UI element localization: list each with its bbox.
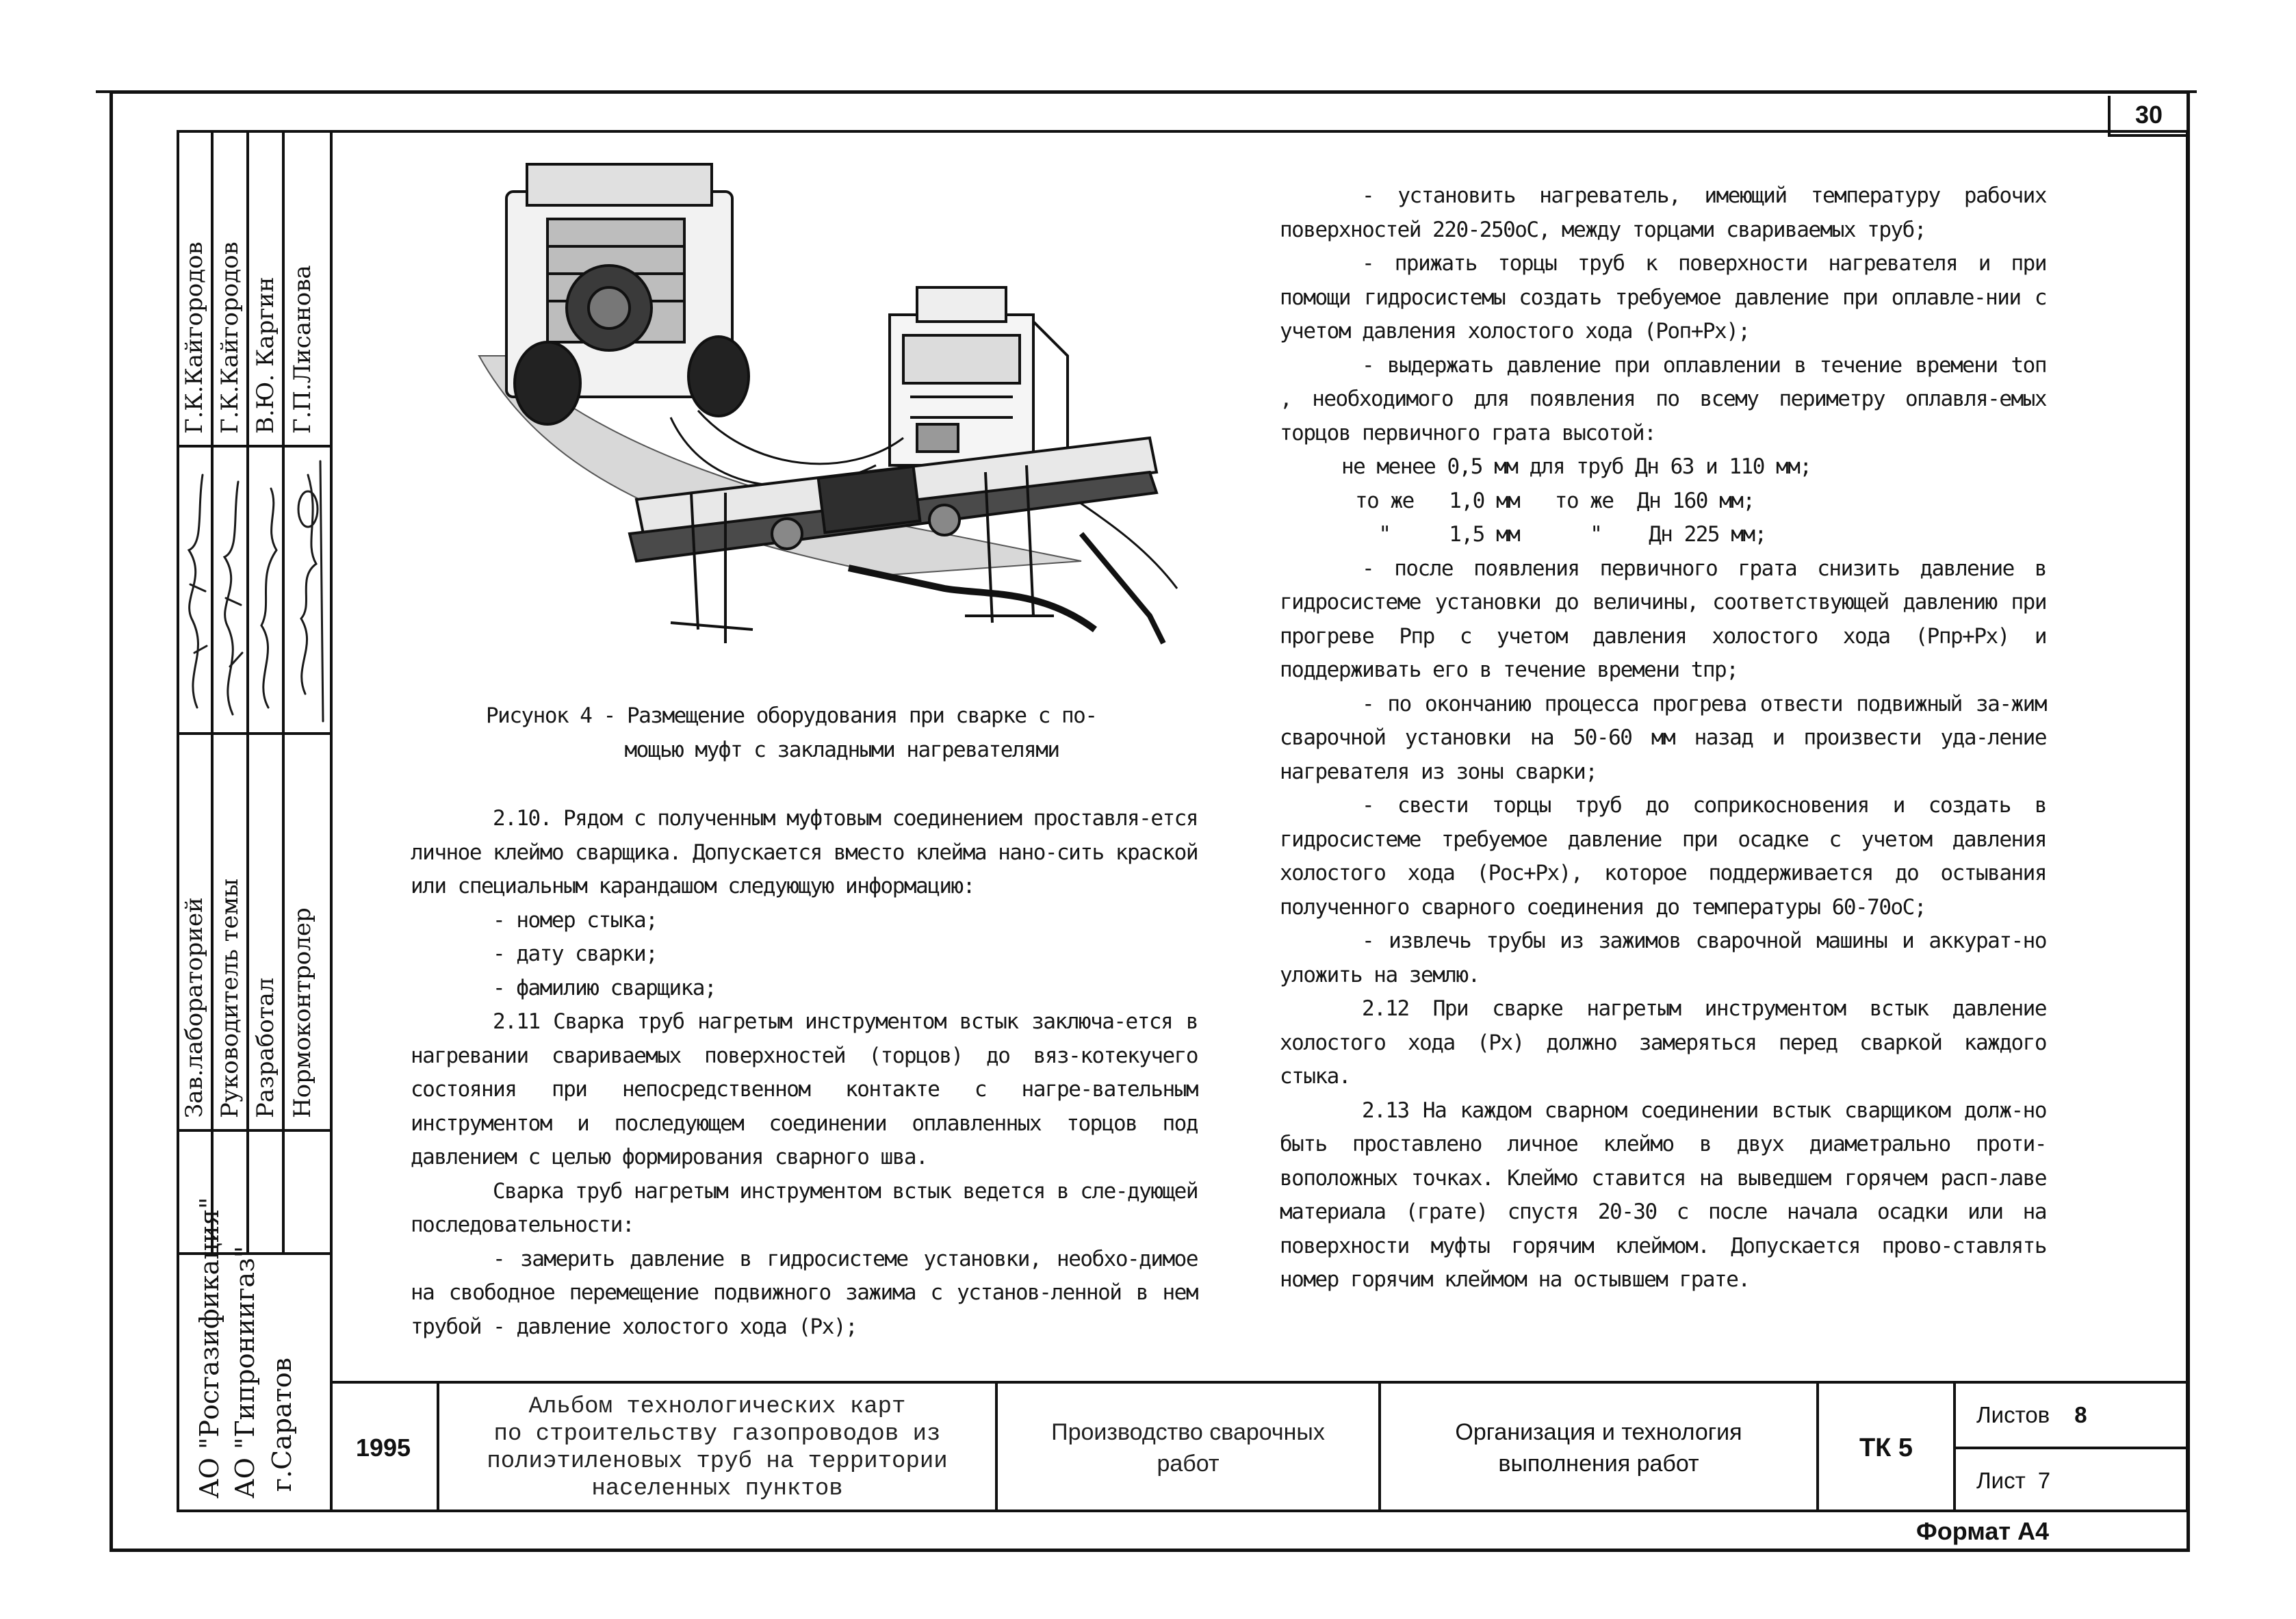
paragraph-2-11: 2.11 Сварка труб нагретым инструментом встык заключа-ется в нагревании свариваемых поверхностей (торцов) до вяз-котекучего состояния при непосредственном контакте с нагре-вательным инструментом и последующем соединении оплавленных торцов под давлением с целью формирования сварного шва. (411, 1009, 1198, 1169)
signature-role-1: Зав.лабораторией (181, 897, 208, 1118)
document-code: ТК 5 (1859, 1433, 1913, 1462)
step-remove-heater: - по окончанию процесса прогрева отвести подвижный за-жим сварочной установки на 50-60 мм назад и произвести уда-ление нагревателя из зоны сварки; (1280, 691, 2046, 784)
step-press-ends: - прижать торцы труб к поверхности нагревателя и при помощи гидросистемы создать требуемое давление при оплавле-нии с учетом давления холостого хода (Роп+Рх); (1280, 251, 2046, 344)
format-label: Формат А4 (1916, 1517, 2050, 1545)
signature-role-2: Руководитель темы (216, 878, 244, 1118)
album-title-line-3: полиэтиленовых труб на территории (487, 1449, 948, 1475)
sheet-value: 7 (2037, 1468, 2051, 1493)
paragraph-2-10: 2.10. Рядом с полученным муфтовым соединением проставля-ется личное клеймо сварщика. Допускается вместо клейма нано-сить краской или специальным карандашом следующую информацию: (411, 806, 1198, 898)
album-title-line-4: населенных пунктов (591, 1476, 843, 1502)
album-title-line-1: Альбом технологических карт (528, 1394, 906, 1420)
sheets-value: 8 (2074, 1402, 2087, 1427)
signature-name-2: Г.К.Кайгородов (216, 242, 244, 434)
organization-line-2: АО "Гипрониигаз" (230, 1245, 260, 1499)
equipment-illustration (465, 151, 1191, 698)
paragraph-sequence-intro: Сварка труб нагретым инструментом встык ведется в сле-дующей последовательности: (411, 1178, 1198, 1237)
paragraph-2-13: 2.13 На каждом сварном соединении встык сварщиком долж-но быть проставлено личное клеймо в двух диаметрально проти-воположных точках. Клеймо ставится на выведшем горячем расп-лаве материала (грате) спустя 20-30 с после начала осадки или на поверхности муфты горячим клеймом. Допускается прово-ставлять номер горячим клеймом на остывшем грате. (1280, 1098, 2046, 1292)
sheet-number-cell (1956, 1449, 2186, 1512)
album-title-cell (439, 1384, 998, 1512)
signature-role-4: Нормоконтролер (289, 907, 316, 1118)
sheet-label: Лист (1976, 1468, 2026, 1493)
step-reduce-pressure: - после появления первичного грата снизить давление в гидросистеме установки до величины, соответствующей давлению при прогреве Рпр с учетом давления холостого хода (Рпр+Рх) и поддерживать его в течение времени tпр; (1280, 556, 2046, 682)
paragraph-measure-pressure: - замерить давление в гидросистеме установки, необхо-димое на свободное перемещение подвижного зажима с установ-ленной в нем трубой - давление холостого хода (Рх); (411, 1246, 1198, 1339)
grat-height-line-1: не менее 0,5 мм для труб Дн 63 и 110 мм; (1341, 454, 1811, 479)
code-cell (1819, 1384, 1956, 1512)
year: 1995 (355, 1434, 411, 1462)
signature-name-4: Г.П.Лисанова (289, 265, 316, 434)
organization-line-1: АО "Росгазификация" (194, 1197, 224, 1499)
organization-line-3: г.Саратов (267, 1358, 297, 1492)
list-item-welder-name: - фамилию сварщика; (493, 975, 717, 1000)
paragraph-2-12: 2.12 При сварке нагретым инструментом встык давление холостого хода (Рх) должно замеряться перед сваркой каждого стыка. (1280, 996, 2046, 1089)
signature-name-3: В.Ю. Каргин (252, 276, 279, 434)
handwritten-signatures (177, 448, 333, 729)
section-title: Производство сварочных работ (1051, 1419, 1325, 1477)
figure-caption (486, 699, 1198, 767)
signature-role-3: Разработал (252, 977, 279, 1118)
signature-name-1: Г.К.Кайгородов (181, 242, 208, 434)
signature-strip (177, 130, 333, 1512)
right-text-column (1280, 179, 2046, 1297)
step-install-heater: - установить нагреватель, имеющий температуру рабочих поверхностей 220-250оС, между торцами свариваемых труб; (1280, 183, 2046, 242)
grat-height-line-3: " 1,5 мм " Дн 225 мм; (1355, 522, 1766, 547)
sheets-label: Листов (1976, 1402, 2050, 1427)
list-item-weld-date: - дату сварки; (493, 942, 658, 966)
grat-height-line-2: то же 1,0 мм то же Дн 160 мм; (1355, 488, 1755, 513)
step-join-ends: - свести торцы труб до соприкосновения и создать в гидросистеме требуемое давление при осадке с учетом давления холостого хода (Рос+Рх), которое поддерживается до остывания полученного сварного соединения до температуры 60-70оС; (1280, 793, 2046, 920)
left-text-column (411, 802, 1198, 1344)
subsection-title: Организация и технология выполнения работ (1455, 1419, 1742, 1477)
subsection-cell (1381, 1384, 1819, 1512)
sheets-count-cell (1956, 1384, 2186, 1449)
step-hold-pressure: - выдержать давление при оплавлении в течение времени tоп , необходимого для появления по всему периметру оплавля-емых торцов первичного грата высотой: (1280, 352, 2046, 445)
step-extract-pipes: - извлечь трубы из зажимов сварочной машины и аккурат-но уложить на землю. (1280, 929, 2046, 987)
album-title-line-2: по строительству газопроводов из (493, 1421, 941, 1447)
title-block (330, 1381, 2189, 1512)
figure-caption-line-2: мощью муфт с закладными нагревателями (624, 737, 1059, 762)
list-item-joint-number: - номер стыка; (493, 907, 658, 933)
figure-caption-line-1: Рисунок 4 - Размещение оборудования при сварке с по- (486, 703, 1097, 728)
section-cell (998, 1384, 1381, 1512)
year-cell (330, 1384, 439, 1512)
top-edge-line (96, 90, 2197, 93)
page-number: 30 (2134, 101, 2163, 129)
